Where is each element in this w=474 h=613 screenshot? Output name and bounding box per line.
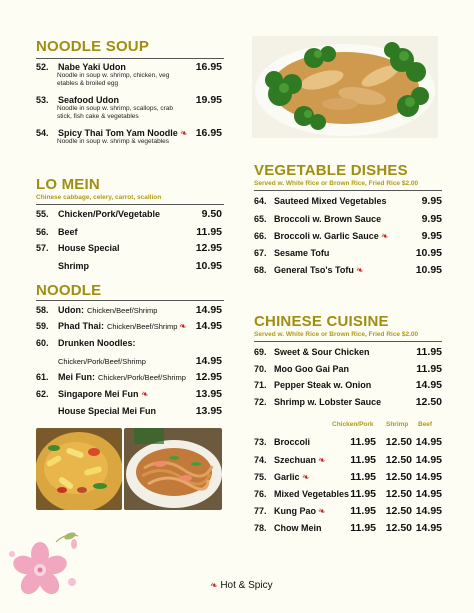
lo-mein-rule	[36, 204, 224, 205]
item-price: 13.95	[195, 405, 222, 417]
noodle-heading: NOODLE	[36, 282, 102, 299]
item-detail: Chicken/Beef/Shrimp	[87, 306, 158, 315]
curry-photo	[36, 428, 122, 510]
item-price: 14.95	[415, 471, 442, 483]
item-price: 14.95	[415, 379, 442, 391]
item-name: House Special	[58, 243, 120, 253]
item-description: Noodle in soup w. shrimp, scallops, crab stick, fish cake & vegetables	[57, 105, 173, 120]
item-price: 13.95	[195, 388, 222, 400]
menu-item-row	[36, 209, 160, 219]
item-name: Shrimp w. Lobster Sauce	[274, 397, 382, 407]
noodle-rule	[36, 300, 224, 301]
item-name: Sesame Tofu	[274, 248, 330, 258]
item-price: 14.95	[195, 320, 222, 332]
menu-item-row	[254, 248, 329, 258]
item-name: Broccoli	[274, 437, 311, 447]
item-name: Mixed Vegetables	[274, 489, 350, 499]
item-name: Drunken Noodles:	[58, 338, 136, 348]
item-price: 12.50	[385, 471, 412, 483]
spicy-legend	[208, 580, 273, 591]
item-number: 77.	[254, 506, 267, 516]
menu-item-row	[36, 227, 78, 237]
menu-item-row	[36, 95, 119, 105]
menu-item-row	[254, 472, 309, 482]
chinese-cuisine-heading: CHINESE CUISINE	[254, 313, 389, 330]
chili-pepper-icon: ❧	[316, 454, 327, 466]
item-price: 12.95	[195, 371, 222, 383]
item-price: 12.50	[415, 396, 442, 408]
item-price: 11.95	[416, 363, 442, 375]
item-price: 12.50	[385, 505, 412, 517]
chili-pepper-icon: ❧	[178, 127, 189, 139]
menu-item-row	[36, 128, 187, 138]
item-name: Broccoli w. Brown Sauce	[274, 214, 382, 224]
menu-item-row	[254, 347, 370, 357]
menu-item-row	[36, 338, 136, 348]
col-head-beef: Beef	[418, 421, 433, 428]
item-name: Broccoli w. Garlic Sauce	[274, 231, 379, 241]
item-price: 9.95	[421, 230, 442, 242]
item-number: 78.	[254, 523, 267, 533]
chili-pepper-icon: ❧	[354, 264, 365, 276]
item-name: Garlic	[274, 472, 300, 482]
vegetable-dishes-rule	[254, 190, 442, 191]
item-name: Spicy Thai Tom Yam Noodle	[58, 128, 178, 138]
item-number: 67.	[254, 248, 267, 258]
item-price: 16.95	[195, 127, 222, 139]
item-number: 71.	[254, 380, 267, 390]
item-name: Pepper Steak w. Onion	[274, 380, 372, 390]
menu-item-row	[254, 489, 349, 499]
item-price: 14.95	[195, 304, 222, 316]
item-number: 54.	[36, 128, 49, 138]
item-number: 64.	[254, 196, 267, 206]
menu-item-row	[36, 305, 157, 316]
item-number: 69.	[254, 347, 267, 357]
chili-pepper-icon: ❧	[316, 505, 327, 517]
item-number: 56.	[36, 227, 49, 237]
item-price: 14.95	[415, 454, 442, 466]
menu-item-row	[254, 265, 363, 275]
menu-item-row	[254, 506, 326, 516]
item-price: 11.95	[416, 346, 442, 358]
menu-item-row	[254, 196, 387, 206]
item-price: 10.95	[415, 247, 442, 259]
item-price: 19.95	[195, 94, 222, 106]
chili-pepper-icon: ❧	[208, 579, 219, 591]
menu-item-row	[36, 243, 120, 253]
menu-item-row	[254, 455, 326, 465]
item-detail: Chicken/Pork/Beef/Shrimp	[58, 357, 146, 366]
item-number: 70.	[254, 364, 267, 374]
spicy-legend-text: Hot & Spicy	[220, 580, 273, 591]
menu-item-row	[36, 62, 126, 72]
menu-item-row	[254, 231, 388, 241]
item-number: 55.	[36, 209, 49, 219]
vegetable-dishes-heading: VEGETABLE DISHES	[254, 162, 408, 179]
item-number: 61.	[36, 372, 49, 382]
chili-pepper-icon: ❧	[379, 230, 390, 242]
item-name: Udon:	[58, 305, 84, 315]
menu-item-row	[36, 321, 187, 332]
chinese-cuisine-subtitle: Served w. White Rice or Brown Rice, Fried Rice $2.00	[254, 331, 419, 338]
item-description: Noodle in soup w. shrimp & vegetables	[57, 138, 170, 145]
item-price: 9.50	[201, 208, 222, 220]
item-number: 58.	[36, 305, 49, 315]
item-price: 14.95	[415, 505, 442, 517]
sakura-flower-decoration	[4, 528, 84, 600]
item-detail: Chicken/Beef/Shrimp	[107, 322, 178, 331]
menu-item-row	[254, 523, 322, 533]
item-number: 57.	[36, 243, 49, 253]
item-price: 12.50	[385, 436, 412, 448]
item-price: 14.95	[195, 355, 222, 367]
lo-mein-heading: LO MEIN	[36, 176, 100, 193]
menu-item-row	[254, 380, 371, 390]
item-name: Mei Fun:	[58, 372, 95, 382]
item-number: 73.	[254, 437, 267, 447]
item-price: 11.95	[350, 505, 376, 517]
chinese-cuisine-rule	[254, 341, 442, 342]
item-price: 11.95	[350, 436, 376, 448]
item-price: 11.95	[196, 226, 222, 238]
item-number: 53.	[36, 95, 49, 105]
vegetable-dishes-subtitle: Served w. White Rice or Brown Rice, Fried Rice $2.00	[254, 180, 419, 187]
item-price: 11.95	[350, 454, 376, 466]
item-name: Chicken/Pork/Vegetable	[58, 209, 161, 219]
item-description: Noodle in soup w. shrimp, chicken, veg etables & broiled egg	[57, 72, 170, 87]
item-price: 14.95	[415, 522, 442, 534]
item-name: Sweet & Sour Chicken	[274, 347, 370, 357]
item-price: 11.95	[350, 488, 376, 500]
item-number: 59.	[36, 321, 49, 331]
chili-pepper-icon: ❧	[178, 320, 189, 332]
item-detail: Chicken/Pork/Beef/Shrimp	[98, 373, 186, 382]
item-price: 11.95	[350, 471, 376, 483]
item-price: 14.95	[415, 488, 442, 500]
item-number: 65.	[254, 214, 267, 224]
noodle-soup-rule	[36, 58, 224, 59]
item-price: 11.95	[350, 522, 376, 534]
item-name: Seafood Udon	[58, 95, 119, 105]
chili-pepper-icon: ❧	[139, 388, 150, 400]
item-name: Singapore Mei Fun	[58, 389, 139, 399]
item-name: Phad Thai:	[58, 321, 105, 331]
col-head-chicken-pork: Chicken/Pork	[332, 421, 374, 428]
item-price: 10.95	[415, 264, 442, 276]
item-number: 72.	[254, 397, 267, 407]
menu-item-row	[36, 372, 186, 383]
item-number: 60.	[36, 338, 49, 348]
item-name: Shrimp	[58, 261, 90, 271]
lo-mein-subtitle: Chinese cabbage, celery, carrot, scallion	[36, 194, 162, 201]
item-price: 10.95	[195, 260, 222, 272]
item-name: Chow Mein	[274, 523, 322, 533]
broccoli-chicken-photo	[252, 36, 438, 138]
item-name: Sauteed Mixed Vegetables	[274, 196, 387, 206]
item-number: 52.	[36, 62, 49, 72]
item-name: Moo Goo Gai Pan	[274, 364, 350, 374]
item-number: 66.	[254, 231, 267, 241]
item-name: House Special Mei Fun	[58, 406, 157, 416]
item-name: Szechuan	[274, 455, 317, 465]
menu-item-row	[36, 356, 146, 367]
menu-item-row	[36, 406, 156, 416]
noodle-soup-heading: NOODLE SOUP	[36, 38, 150, 55]
item-name: General Tso's Tofu	[274, 265, 354, 275]
item-number: 68.	[254, 265, 267, 275]
item-price: 12.50	[385, 522, 412, 534]
menu-item-row	[254, 397, 381, 407]
item-name: Nabe Yaki Udon	[58, 62, 126, 72]
pad-thai-photo	[124, 428, 222, 510]
menu-item-row	[254, 437, 310, 447]
item-price: 16.95	[195, 61, 222, 73]
chili-pepper-icon: ❧	[300, 471, 311, 483]
item-price: 12.50	[385, 488, 412, 500]
item-name: Beef	[58, 227, 78, 237]
item-number: 76.	[254, 489, 267, 499]
item-price: 9.95	[421, 213, 442, 225]
item-price: 9.95	[421, 195, 442, 207]
col-head-shrimp: Shrimp	[386, 421, 409, 428]
item-name: Kung Pao	[274, 506, 316, 516]
item-number: 75.	[254, 472, 267, 482]
menu-item-row	[254, 214, 381, 224]
menu-item-row	[254, 364, 349, 374]
item-number: 62.	[36, 389, 49, 399]
item-price: 14.95	[415, 436, 442, 448]
menu-item-row	[36, 261, 89, 271]
menu-item-row	[36, 389, 148, 399]
item-price: 12.95	[195, 242, 222, 254]
item-price: 12.50	[385, 454, 412, 466]
item-number: 74.	[254, 455, 267, 465]
